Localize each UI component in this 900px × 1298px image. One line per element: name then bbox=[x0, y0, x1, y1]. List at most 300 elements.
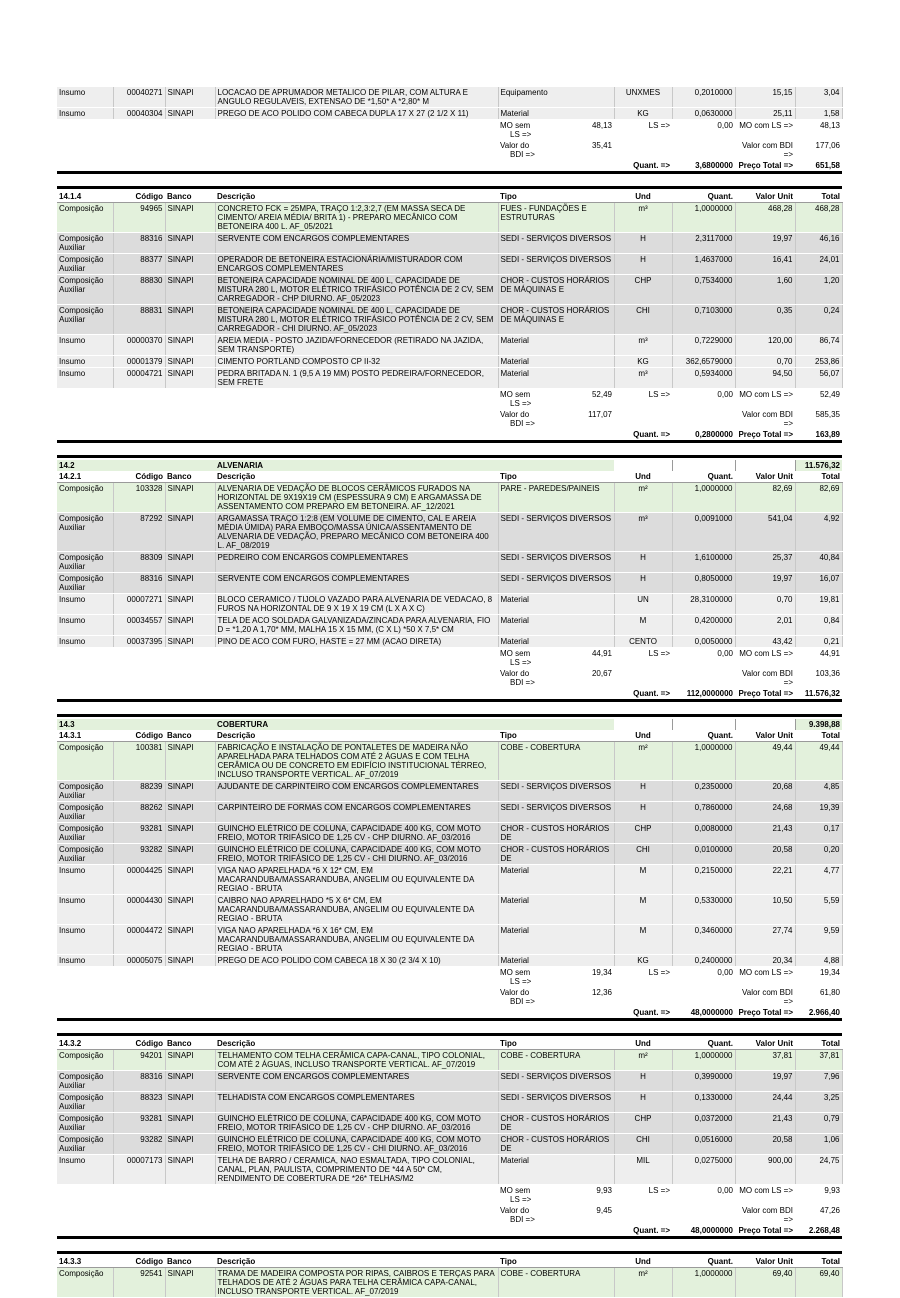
table-row bbox=[57, 895, 842, 925]
row-code: 93282 bbox=[113, 844, 165, 865]
row-code: 00004425 bbox=[113, 865, 165, 895]
row-unit-value: 25,37 bbox=[735, 552, 795, 573]
row-code: 93281 bbox=[113, 1113, 165, 1134]
row-type: Composição bbox=[57, 1050, 113, 1071]
header-und: Und bbox=[614, 1256, 672, 1268]
header-valor-unit: Valor Unit bbox=[735, 730, 795, 742]
row-tipo: Material bbox=[498, 335, 614, 356]
row-total: 0,21 bbox=[795, 636, 842, 648]
ls-value: 0,00 bbox=[717, 121, 733, 130]
row-code: 88377 bbox=[113, 254, 165, 275]
row-quantity: 362,6579000 bbox=[672, 356, 735, 368]
row-description: TELHAMENTO COM TELHA CERÂMICA CAPA-CANAL, TIPO COLONIAL, COM ATÉ 2 ÁGUAS, INCLUSO TRANSPORTE VERTICAL. AF_07/2019 bbox=[215, 1050, 498, 1071]
mo-sem-label-a: MO sem bbox=[500, 968, 531, 977]
row-quantity: 0,2010000 bbox=[672, 87, 735, 108]
mo-com-label: MO com LS => bbox=[739, 121, 793, 130]
row-unit-value: 120,00 bbox=[735, 335, 795, 356]
header-spacer bbox=[566, 1256, 614, 1268]
row-description: TELHA DE BARRO / CERAMICA, NAO ESMALTADA, TIPO COLONIAL, CANAL, PLAN, PAULISTA, COMPRIMENTO DE *44 A 50* CM, RENDIMENTO DE COBERTURA DE *26* TELHAS/M2 bbox=[215, 1155, 498, 1185]
header-und: Und bbox=[614, 471, 672, 483]
mo-com-label: MO com LS => bbox=[739, 1186, 793, 1195]
row-unit-value: 21,43 bbox=[735, 1113, 795, 1134]
row-unit-value: 16,41 bbox=[735, 254, 795, 275]
column-header-row bbox=[57, 191, 842, 203]
row-type: Insumo bbox=[57, 356, 113, 368]
header-und: Und bbox=[614, 191, 672, 203]
mo-sem-label-b: LS => bbox=[510, 658, 532, 667]
row-type: Composição Auxiliar bbox=[57, 1092, 113, 1113]
valor-do-label-b: BDI => bbox=[510, 678, 535, 687]
row-tipo: SEDI - SERVIÇOS DIVERSOS bbox=[498, 513, 614, 552]
row-unit-value: 20,58 bbox=[735, 1134, 795, 1155]
row-description: SERVENTE COM ENCARGOS COMPLEMENTARES bbox=[215, 573, 498, 594]
summary-blank bbox=[57, 1225, 614, 1238]
summary-row-mo bbox=[57, 120, 842, 141]
mo-sem-value: 19,34 bbox=[591, 968, 612, 977]
row-unit: M bbox=[614, 615, 672, 636]
row-code: 94965 bbox=[113, 203, 165, 233]
row-total: 9,59 bbox=[795, 925, 842, 955]
row-bank: SINAPI bbox=[165, 802, 215, 823]
table-row bbox=[57, 1155, 842, 1185]
column-header-row bbox=[57, 730, 842, 742]
row-total: 0,79 bbox=[795, 1113, 842, 1134]
valor-do-label-b: BDI => bbox=[510, 997, 535, 1006]
row-code: 87292 bbox=[113, 513, 165, 552]
header-total: Total bbox=[795, 191, 842, 203]
quant-label: Quant. => bbox=[614, 1225, 672, 1238]
summary-row-total bbox=[57, 688, 842, 701]
valor-com-bdi-value: 103,36 bbox=[815, 669, 840, 678]
mo-sem-label-a: MO sem bbox=[500, 390, 531, 399]
row-description: ALVENARIA DE VEDAÇÃO DE BLOCOS CERÂMICOS FURADOS NA HORIZONTAL DE 9X19X19 CM (ESPESSURA 9 CM) E ARGAMASSA DE ASSENTAMENTO COM PREPARO EM BETONEIRA. AF_12/2021 bbox=[215, 483, 498, 513]
valor-do-label bbox=[498, 140, 566, 160]
quant-value: 0,2800000 bbox=[672, 429, 735, 442]
row-total: 468,28 bbox=[795, 203, 842, 233]
row-unit: H bbox=[614, 233, 672, 254]
column-header-row bbox=[57, 1256, 842, 1268]
row-code: 94201 bbox=[113, 1050, 165, 1071]
summary-row-total bbox=[57, 1007, 842, 1020]
preco-total-label: Preço Total => bbox=[735, 688, 795, 701]
table-row bbox=[57, 865, 842, 895]
row-unit-value: 24,68 bbox=[735, 802, 795, 823]
table-row bbox=[57, 356, 842, 368]
row-unit: KG bbox=[614, 955, 672, 967]
quant-label: Quant. => bbox=[614, 688, 672, 701]
table-row bbox=[57, 275, 842, 305]
row-unit: m³ bbox=[614, 513, 672, 552]
quant-value: 48,0000000 bbox=[672, 1225, 735, 1238]
valor-do-label bbox=[498, 1205, 566, 1225]
mo-com-label: MO com LS => bbox=[739, 968, 793, 977]
header-quant: Quant. bbox=[672, 191, 735, 203]
header-total: Total bbox=[795, 1038, 842, 1050]
row-code: 88323 bbox=[113, 1092, 165, 1113]
row-type: Composição Auxiliar bbox=[57, 844, 113, 865]
header-codigo: Código bbox=[113, 471, 165, 483]
row-tipo: CHOR - CUSTOS HORÁRIOS DE MÁQUINAS E bbox=[498, 275, 614, 305]
row-bank: SINAPI bbox=[165, 573, 215, 594]
mo-sem-label-b: LS => bbox=[510, 1195, 532, 1204]
row-unit-value: 10,50 bbox=[735, 895, 795, 925]
group-total: 11.576,32 bbox=[795, 460, 842, 471]
row-unit: UNXMES bbox=[614, 87, 672, 108]
item-number: 14.3.2 bbox=[57, 1038, 113, 1050]
header-und: Und bbox=[614, 1038, 672, 1050]
table-row bbox=[57, 1268, 842, 1298]
row-total: 4,92 bbox=[795, 513, 842, 552]
group-blank bbox=[672, 460, 735, 471]
row-type: Composição Auxiliar bbox=[57, 552, 113, 573]
mo-sem-value: 48,13 bbox=[591, 121, 612, 130]
table-row bbox=[57, 203, 842, 233]
mo-sem-label-a: MO sem bbox=[500, 649, 531, 658]
table-row bbox=[57, 636, 842, 648]
spacer-row bbox=[57, 173, 842, 188]
row-unit: M bbox=[614, 865, 672, 895]
row-total: 19,81 bbox=[795, 594, 842, 615]
row-bank: SINAPI bbox=[165, 955, 215, 967]
table-row bbox=[57, 573, 842, 594]
row-tipo: CHOR - CUSTOS HORÁRIOS DE bbox=[498, 823, 614, 844]
header-valor-unit: Valor Unit bbox=[735, 471, 795, 483]
row-quantity: 0,8050000 bbox=[672, 573, 735, 594]
mo-com-value: 19,34 bbox=[819, 968, 840, 977]
row-unit-value: 19,97 bbox=[735, 233, 795, 254]
row-unit-value: 27,74 bbox=[735, 925, 795, 955]
row-type: Insumo bbox=[57, 895, 113, 925]
quant-value: 3,6800000 bbox=[672, 160, 735, 173]
row-total: 3,04 bbox=[795, 87, 842, 108]
row-bank: SINAPI bbox=[165, 1268, 215, 1298]
row-description: FABRICAÇÃO E INSTALAÇÃO DE PONTALETES DE MADEIRA NÃO APARELHADA PARA TELHADOS COM ATÉ 2 ÁGUAS E COM TELHA CERÂMICA OU DE CONCRETO EM EDIFÍCIO INSTITUCIONAL TÉRREO, INCLUSO TRANSPORTE VERTICAL. AF_07/2019 bbox=[215, 742, 498, 781]
row-type: Composição Auxiliar bbox=[57, 573, 113, 594]
row-total: 86,74 bbox=[795, 335, 842, 356]
valor-com-bdi-value: 177,06 bbox=[815, 141, 840, 150]
row-bank: SINAPI bbox=[165, 1113, 215, 1134]
row-total: 4,85 bbox=[795, 781, 842, 802]
table-row bbox=[57, 254, 842, 275]
header-und: Und bbox=[614, 730, 672, 742]
summary-blank bbox=[614, 987, 735, 1007]
spacer-cell bbox=[57, 442, 842, 457]
row-total: 3,25 bbox=[795, 1092, 842, 1113]
row-quantity: 0,7860000 bbox=[672, 802, 735, 823]
row-tipo: CHOR - CUSTOS HORÁRIOS DE bbox=[498, 844, 614, 865]
row-code: 00004472 bbox=[113, 925, 165, 955]
spacer-cell bbox=[57, 701, 842, 716]
row-total: 4,77 bbox=[795, 865, 842, 895]
row-unit: m² bbox=[614, 1050, 672, 1071]
mo-sem-label bbox=[498, 120, 566, 141]
row-total: 40,84 bbox=[795, 552, 842, 573]
header-spacer bbox=[566, 730, 614, 742]
row-unit: CHI bbox=[614, 1134, 672, 1155]
summary-blank bbox=[614, 1205, 735, 1225]
row-type: Composição Auxiliar bbox=[57, 1134, 113, 1155]
mo-com-label: MO com LS => bbox=[739, 649, 793, 658]
row-bank: SINAPI bbox=[165, 781, 215, 802]
valor-do-label bbox=[498, 668, 566, 688]
mo-com-value: 52,49 bbox=[819, 390, 840, 399]
row-tipo: PARE - PAREDES/PAINEIS bbox=[498, 483, 614, 513]
row-type: Insumo bbox=[57, 594, 113, 615]
budget-sheet bbox=[57, 87, 842, 1298]
row-unit: H bbox=[614, 573, 672, 594]
header-tipo: Tipo bbox=[498, 1256, 566, 1268]
row-unit: CHP bbox=[614, 1113, 672, 1134]
table-row bbox=[57, 823, 842, 844]
valor-bdi-value: 20,67 bbox=[591, 669, 612, 678]
row-type: Insumo bbox=[57, 615, 113, 636]
row-unit: H bbox=[614, 1092, 672, 1113]
summary-row-mo bbox=[57, 648, 842, 669]
header-valor-unit: Valor Unit bbox=[735, 1038, 795, 1050]
row-unit: UN bbox=[614, 594, 672, 615]
row-unit: H bbox=[614, 781, 672, 802]
row-bank: SINAPI bbox=[165, 275, 215, 305]
row-bank: SINAPI bbox=[165, 1092, 215, 1113]
header-tipo: Tipo bbox=[498, 471, 566, 483]
row-total: 1,58 bbox=[795, 108, 842, 120]
row-total: 37,81 bbox=[795, 1050, 842, 1071]
table-row bbox=[57, 1071, 842, 1092]
row-bank: SINAPI bbox=[165, 356, 215, 368]
table-row bbox=[57, 955, 842, 967]
row-total: 82,69 bbox=[795, 483, 842, 513]
row-tipo: FUES - FUNDAÇÕES E ESTRUTURAS bbox=[498, 203, 614, 233]
valor-bdi-value: 12,36 bbox=[591, 988, 612, 997]
row-quantity: 0,1330000 bbox=[672, 1092, 735, 1113]
summary-blank bbox=[57, 688, 614, 701]
row-description: AREIA MEDIA - POSTO JAZIDA/FORNECEDOR (RETIRADO NA JAZIDA, SEM TRANSPORTE) bbox=[215, 335, 498, 356]
summary-row-total bbox=[57, 429, 842, 442]
row-total: 24,75 bbox=[795, 1155, 842, 1185]
row-type: Composição bbox=[57, 203, 113, 233]
row-description: OPERADOR DE BETONEIRA ESTACIONÁRIA/MISTURADOR COM ENCARGOS COMPLEMENTARES bbox=[215, 254, 498, 275]
row-code: 88309 bbox=[113, 552, 165, 573]
row-description: CIMENTO PORTLAND COMPOSTO CP II-32 bbox=[215, 356, 498, 368]
header-total: Total bbox=[795, 1256, 842, 1268]
table-row bbox=[57, 552, 842, 573]
valor-do-label-a: Valor do bbox=[500, 141, 530, 150]
row-bank: SINAPI bbox=[165, 895, 215, 925]
group-blank bbox=[614, 719, 672, 730]
row-quantity: 28,3100000 bbox=[672, 594, 735, 615]
table-row bbox=[57, 925, 842, 955]
row-tipo: Material bbox=[498, 636, 614, 648]
row-unit-value: 20,34 bbox=[735, 955, 795, 967]
group-blank bbox=[614, 460, 672, 471]
row-quantity: 0,5934000 bbox=[672, 368, 735, 389]
row-unit: CHP bbox=[614, 823, 672, 844]
row-bank: SINAPI bbox=[165, 254, 215, 275]
row-total: 7,96 bbox=[795, 1071, 842, 1092]
row-tipo: Material bbox=[498, 955, 614, 967]
row-description: AJUDANTE DE CARPINTEIRO COM ENCARGOS COMPLEMENTARES bbox=[215, 781, 498, 802]
group-row bbox=[57, 460, 842, 471]
row-total: 56,07 bbox=[795, 368, 842, 389]
row-code: 100381 bbox=[113, 742, 165, 781]
row-description: VIGA NAO APARELHADA *6 X 16* CM, EM MACARANDUBA/MASSARANDUBA, ANGELIM OU EQUIVALENTE DA REGIAO - BRUTA bbox=[215, 925, 498, 955]
row-code: 93282 bbox=[113, 1134, 165, 1155]
quant-value: 48,0000000 bbox=[672, 1007, 735, 1020]
row-tipo: Material bbox=[498, 368, 614, 389]
header-total: Total bbox=[795, 730, 842, 742]
spacer-row bbox=[57, 701, 842, 716]
row-total: 1,20 bbox=[795, 275, 842, 305]
valor-com-bdi-label: Valor com BDI => bbox=[742, 410, 793, 428]
row-tipo: COBE - COBERTURA bbox=[498, 1268, 614, 1298]
row-description: PEDRA BRITADA N. 1 (9,5 A 19 MM) POSTO PEDREIRA/FORNECEDOR, SEM FRETE bbox=[215, 368, 498, 389]
row-bank: SINAPI bbox=[165, 865, 215, 895]
row-type: Composição Auxiliar bbox=[57, 233, 113, 254]
column-header-row bbox=[57, 471, 842, 483]
row-unit: KG bbox=[614, 108, 672, 120]
table-row bbox=[57, 108, 842, 120]
row-quantity: 0,4200000 bbox=[672, 615, 735, 636]
row-unit: H bbox=[614, 552, 672, 573]
summary-blank bbox=[57, 1007, 614, 1020]
row-type: Composição bbox=[57, 483, 113, 513]
mo-sem-label bbox=[498, 648, 566, 669]
ls-label: LS => bbox=[648, 121, 670, 130]
preco-total-label: Preço Total => bbox=[735, 1225, 795, 1238]
row-tipo: SEDI - SERVIÇOS DIVERSOS bbox=[498, 552, 614, 573]
row-code: 00040304 bbox=[113, 108, 165, 120]
row-unit-value: 0,35 bbox=[735, 305, 795, 335]
row-unit-value: 15,15 bbox=[735, 87, 795, 108]
row-type: Composição Auxiliar bbox=[57, 275, 113, 305]
row-quantity: 1,0000000 bbox=[672, 742, 735, 781]
mo-sem-value: 9,93 bbox=[596, 1186, 612, 1195]
row-quantity: 0,5330000 bbox=[672, 895, 735, 925]
row-description: BETONEIRA CAPACIDADE NOMINAL DE 400 L, CAPACIDADE DE MISTURA 280 L, MOTOR ELÉTRICO TRIFÁSICO POTÊNCIA DE 2 CV, SEM CARREGADOR - CHI DIURNO. AF_05/2023 bbox=[215, 305, 498, 335]
table-row bbox=[57, 1134, 842, 1155]
header-quant: Quant. bbox=[672, 730, 735, 742]
header-banco: Banco bbox=[165, 1256, 215, 1268]
row-total: 253,86 bbox=[795, 356, 842, 368]
header-valor-unit: Valor Unit bbox=[735, 191, 795, 203]
row-quantity: 0,7229000 bbox=[672, 335, 735, 356]
ls-value: 0,00 bbox=[717, 1186, 733, 1195]
row-description: CARPINTEIRO DE FORMAS COM ENCARGOS COMPLEMENTARES bbox=[215, 802, 498, 823]
mo-sem-label bbox=[498, 967, 566, 988]
row-description: ARGAMASSA TRAÇO 1:2:8 (EM VOLUME DE CIMENTO, CAL E AREIA MÉDIA ÚMIDA) PARA EMBOÇO/MASSA ÚNICA/ASSENTAMENTO DE ALVENARIA DE VEDAÇÃO, PREPARO MECÂNICO COM BETONEIRA 400 L. AF_08/2019 bbox=[215, 513, 498, 552]
row-quantity: 0,7103000 bbox=[672, 305, 735, 335]
row-tipo: Material bbox=[498, 1155, 614, 1185]
table-row bbox=[57, 594, 842, 615]
column-header-row bbox=[57, 1038, 842, 1050]
row-bank: SINAPI bbox=[165, 87, 215, 108]
row-code: 88316 bbox=[113, 1071, 165, 1092]
row-tipo: SEDI - SERVIÇOS DIVERSOS bbox=[498, 1092, 614, 1113]
row-bank: SINAPI bbox=[165, 1050, 215, 1071]
preco-total-value: 163,89 bbox=[795, 429, 842, 442]
row-bank: SINAPI bbox=[165, 636, 215, 648]
row-quantity: 0,0630000 bbox=[672, 108, 735, 120]
row-code: 00007173 bbox=[113, 1155, 165, 1185]
group-row bbox=[57, 719, 842, 730]
header-descricao: Descrição bbox=[215, 730, 498, 742]
row-code: 00037395 bbox=[113, 636, 165, 648]
row-type: Insumo bbox=[57, 108, 113, 120]
row-unit-value: 468,28 bbox=[735, 203, 795, 233]
row-tipo: CHOR - CUSTOS HORÁRIOS DE bbox=[498, 1113, 614, 1134]
row-bank: SINAPI bbox=[165, 823, 215, 844]
row-quantity: 0,0091000 bbox=[672, 513, 735, 552]
row-unit: M bbox=[614, 895, 672, 925]
row-description: PEDREIRO COM ENCARGOS COMPLEMENTARES bbox=[215, 552, 498, 573]
header-quant: Quant. bbox=[672, 1256, 735, 1268]
ls-value: 0,00 bbox=[717, 390, 733, 399]
row-quantity: 0,2400000 bbox=[672, 955, 735, 967]
summary-blank bbox=[57, 648, 498, 669]
row-description: LOCACAO DE APRUMADOR METALICO DE PILAR, COM ALTURA E ANGULO REGULAVEIS, EXTENSAO DE *1,50* A *2,80* M bbox=[215, 87, 498, 108]
row-quantity: 0,3460000 bbox=[672, 925, 735, 955]
valor-do-label-b: BDI => bbox=[510, 1215, 535, 1224]
item-number: 14.3.1 bbox=[57, 730, 113, 742]
row-type: Insumo bbox=[57, 1155, 113, 1185]
summary-row-mo bbox=[57, 1185, 842, 1206]
valor-com-bdi-value: 585,35 bbox=[815, 410, 840, 419]
row-unit-value: 25,11 bbox=[735, 108, 795, 120]
item-number: 14.2.1 bbox=[57, 471, 113, 483]
row-quantity: 0,7534000 bbox=[672, 275, 735, 305]
row-bank: SINAPI bbox=[165, 594, 215, 615]
quant-label: Quant. => bbox=[614, 1007, 672, 1020]
summary-row-total bbox=[57, 1225, 842, 1238]
row-total: 1,06 bbox=[795, 1134, 842, 1155]
row-total: 0,24 bbox=[795, 305, 842, 335]
summary-blank bbox=[57, 140, 498, 160]
row-bank: SINAPI bbox=[165, 233, 215, 254]
spacer-row bbox=[57, 1238, 842, 1253]
valor-bdi-value: 35,41 bbox=[591, 141, 612, 150]
row-tipo: Material bbox=[498, 615, 614, 636]
ls-label: LS => bbox=[648, 649, 670, 658]
row-description: VIGA NAO APARELHADA *6 X 12* CM, EM MACARANDUBA/MASSARANDUBA, ANGELIM OU EQUIVALENTE DA REGIAO - BRUTA bbox=[215, 865, 498, 895]
row-quantity: 1,6100000 bbox=[672, 552, 735, 573]
summary-row-bdi bbox=[57, 987, 842, 1007]
row-code: 88262 bbox=[113, 802, 165, 823]
summary-blank bbox=[57, 409, 498, 429]
ls-value: 0,00 bbox=[717, 649, 733, 658]
row-tipo: Material bbox=[498, 925, 614, 955]
row-type: Composição Auxiliar bbox=[57, 513, 113, 552]
row-code: 92541 bbox=[113, 1268, 165, 1298]
summary-blank bbox=[614, 409, 735, 429]
row-unit: H bbox=[614, 802, 672, 823]
row-quantity: 0,0372000 bbox=[672, 1113, 735, 1134]
mo-sem-label bbox=[498, 389, 566, 410]
spacer-cell bbox=[57, 1238, 842, 1253]
row-code: 00000370 bbox=[113, 335, 165, 356]
row-description: GUINCHO ELÉTRICO DE COLUNA, CAPACIDADE 400 KG, COM MOTO FREIO, MOTOR TRIFÁSICO DE 1,25 CV - CHI DIURNO. AF_03/2016 bbox=[215, 1134, 498, 1155]
row-unit-value: 19,97 bbox=[735, 1071, 795, 1092]
row-description: TELA DE ACO SOLDADA GALVANIZADA/ZINCADA PARA ALVENARIA, FIO D = *1,20 A 1,70* MM, MALHA 15 X 15 MM, (C X L) *50 X 7,5* CM bbox=[215, 615, 498, 636]
row-tipo: COBE - COBERTURA bbox=[498, 742, 614, 781]
row-unit-value: 43,42 bbox=[735, 636, 795, 648]
summary-blank bbox=[57, 389, 498, 410]
row-unit: CENTO bbox=[614, 636, 672, 648]
row-total: 49,44 bbox=[795, 742, 842, 781]
item-number: 14.3.3 bbox=[57, 1256, 113, 1268]
preco-total-label: Preço Total => bbox=[735, 160, 795, 173]
row-code: 00001379 bbox=[113, 356, 165, 368]
row-description: TRAMA DE MADEIRA COMPOSTA POR RIPAS, CAIBROS E TERÇAS PARA TELHADOS DE ATÉ 2 ÁGUAS PARA TELHA CERÂMICA CAPA-CANAL, INCLUSO TRANSPORTE VERTICAL. AF_07/2019 bbox=[215, 1268, 498, 1298]
